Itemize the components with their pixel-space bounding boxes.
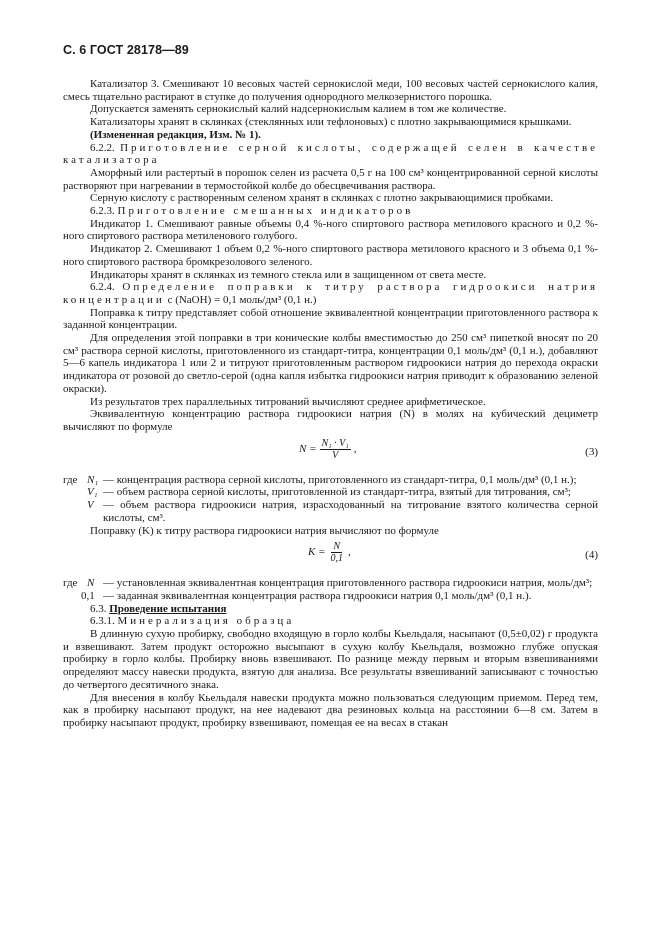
body-text [63, 78, 598, 730]
page-header: С. 6 ГОСТ 28178—89 [63, 43, 189, 57]
paragraph: Поправку (K) к титру раствора гидроокиси натрия вычисляют по формуле [90, 524, 439, 537]
equation-number: (3) [585, 445, 598, 458]
definition-text: — заданная эквивалентная концентрация раствора гидроокиси натрия 0,1 моль/дм³ (0,1 н.). [103, 589, 532, 602]
formula-numerator: N₁ · V₁ [321, 437, 349, 449]
section-heading [63, 205, 598, 218]
paragraph: Катализатор 3. Смешивают 10 весовых частей сернокислой меди, 100 весовых частей сернокислого калия, смесь тщательно растирают в ступке до получения однородного мелкозернистого порошка. [63, 78, 598, 103]
section-heading [63, 281, 598, 306]
section-number: 6.2.4. [90, 281, 115, 294]
section-number: 6.3. [90, 602, 107, 615]
symbol: N [87, 577, 95, 590]
paragraph: Индикатор 1. Смешивают равные объемы 0,4 %-ного спиртового раствора метилового красного и 0,2 %-ного спиртового раствора метиленового голубого. [63, 217, 598, 243]
paragraph: Допускается заменять сернокислый калий надсернокислым калием в том же количестве. [90, 103, 507, 116]
section-title-tail: c (NaOH) = 0,1 моль/дм³ (0,1 н.) [167, 293, 317, 306]
paragraph: Серную кислоту с растворенным селеном хранят в склянках с плотно закрывающимися пробками. [90, 192, 554, 205]
definitions-3 [63, 474, 598, 525]
formula-tail: , [348, 546, 351, 559]
section-title: Проведение испытания [109, 602, 227, 615]
definition-text: — установленная эквивалентная концентрация приготовленного раствора гидроокиси натрия, моль/дм³; [103, 577, 593, 590]
where-label: где [63, 577, 78, 590]
section-title: Приготовление серной кислоты, содержащей селен в качестве катализатора [63, 141, 598, 167]
equation-number: (4) [585, 549, 598, 562]
paragraph: Для внесения в колбу Кьельдаля навески продукта можно пользоваться следующим приемом. Перед тем, как в пробирку насыпают продукт, на нее надевают два резиновых кольца на расстоянии 6—8 см. Затем в пробирку насыпают продукт, пробирку взвешивают, помещая ее на весах в стакан [63, 691, 598, 729]
formula-lhs: K = [308, 546, 326, 559]
formula-lhs: N = [299, 442, 317, 455]
section-heading [63, 603, 598, 616]
definitions-4 [63, 577, 598, 602]
paragraph: В длинную сухую пробирку, свободно входящую в горло колбы Кьельдаля, насыпают (0,5±0,02) г продукта и взвешивают. Затем продукт осторожно высыпают в сухую колбу Кьельдаля, возможно глубже опуская пробирку в горло колбы. Пробирку вновь взвешивают. По разнице между первым и вторым взвешиваниями определяют массу навески продукта, взятую для анализа. Все результаты взвешиваний записывают с точностью до четвертого десятичного знака. [63, 628, 598, 691]
paragraph: Индикаторы хранят в склянках из темного стекла или в защищенном от света месте. [90, 268, 487, 281]
paragraph: Для определения этой поправки в три конические колбы вместимостью до 250 см³ пипеткой вносят по 20 см³ раствора серной кислоты, приготовленного из стандарт-титра, концентрации 0,1 моль/дм³ (0,1 н.), добавляют 5—6 капель индикатора 1 или 2 и титруют приготовленным раствором гидроокиси натрия до перехода окраски индикатора от розовой до светло-серой (одна капля избытка гидроокиси натрия приводит к образованию зеленой окраски). [63, 332, 598, 395]
formula-fraction [329, 541, 346, 564]
section-title: Приготовление смешанных индикаторов [117, 205, 414, 218]
paragraph: Из результатов трех параллельных титрований вычисляют среднее арифметическое. [90, 395, 486, 408]
section-number: 6.2.3. [90, 205, 115, 218]
definition-text: — объем раствора серной кислоты, приготовленной из стандарт-титра, взятый для титрования, см³; [103, 486, 571, 499]
section-title: Минерализация образца [117, 615, 295, 628]
symbol: V [87, 499, 94, 512]
section-heading [63, 615, 598, 628]
definition-text: — концентрация раствора серной кислоты, приготовленного из стандарт-титра, 0,1 моль/дм³ (0,1 н.); [103, 473, 577, 486]
symbol: V₁ [87, 486, 98, 499]
formula-3 [63, 438, 598, 468]
section-heading [63, 142, 598, 167]
section-title: Определение поправки к титру раствора гидроокиси натрия концентрации [63, 281, 599, 306]
formula-denominator: V [332, 449, 339, 461]
formula-4 [63, 541, 598, 571]
paragraph: Индикатор 2. Смешивают 1 объем 0,2 %-ного спиртового раствора метилового красного и 3 объема 0,1 %-ного спиртового раствора бромкрезолового зеленого. [63, 243, 598, 268]
section-number: 6.3.1. [90, 615, 115, 628]
symbol: 0,1 [81, 589, 95, 602]
paragraph: Поправка к титру представляет собой отношение эквивалентной концентрации приготовленного раствора к заданной концентрации. [63, 306, 598, 332]
symbol: N₁ [87, 473, 99, 486]
paragraph: Аморфный или растертый в порошок селен из расчета 0,5 г на 100 см³ концентрированной серной кислоты растворяют при нагревании в термостойкой колбе до обесцвечивания раствора. [63, 166, 598, 192]
formula-numerator: N [333, 541, 341, 553]
where-label: где [63, 473, 78, 486]
section-number: 6.2.2. [90, 141, 115, 154]
paragraph: Катализаторы хранят в склянках (стеклянных или тефлоновых) с плотно закрывающимися крышками. [90, 116, 572, 129]
paragraph: Эквивалентную концентрацию раствора гидроокиси натрия (N) в молях на кубический дециметр вычисляют по формуле [63, 408, 598, 433]
formula-denominator: 0,1 [330, 553, 344, 565]
definition-text: — объем раствора гидроокиси натрия, израсходованный на титрование взятого количества серной кислоты, см³. [103, 499, 598, 524]
amendment-note: (Измененная редакция, Изм. № 1). [90, 128, 261, 141]
formula-tail: , [353, 442, 357, 455]
formula-fraction [320, 438, 351, 461]
